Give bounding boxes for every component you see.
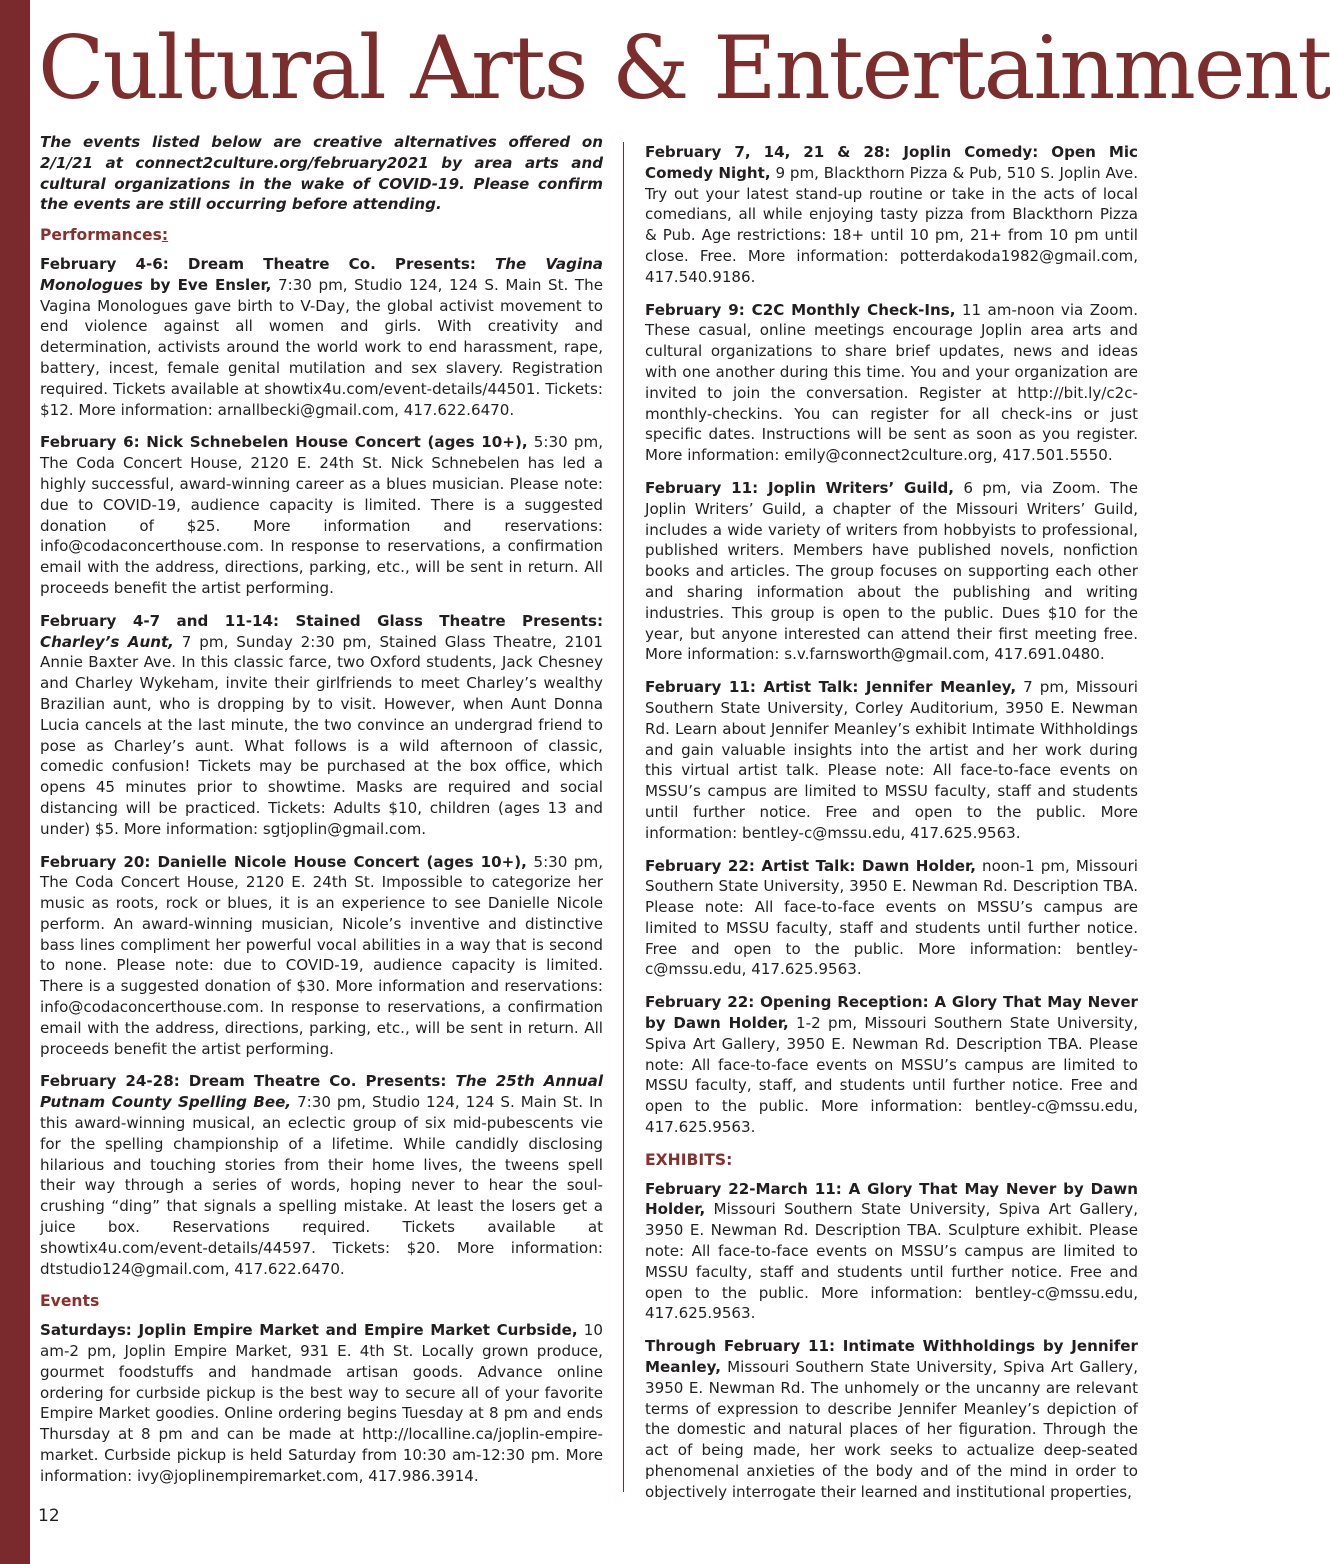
section-heading-exhibits: EXHIBITS:	[645, 1150, 733, 1169]
entry-title: February 24-28: Dream Theatre Co. Presents:	[40, 1072, 456, 1091]
event-entry	[645, 992, 1138, 1138]
entry-title: February 22: Artist Talk: Dawn Holder,	[645, 856, 976, 875]
column-divider	[623, 142, 624, 1492]
entry-body: 7:30 pm, Studio 124, 124 S. Main St. The Vagina Monologues gave birth to V-Day, the global activist movement to end violence against all women and girls. With creativity and determination, activists around the world work to end harassment, rape, battery, incest, female genital mutilation and sex slavery. Registration required. Tickets available at showtix4u.com/event-details/44501. Tickets: $12. More information: arnallbecki@gmail.com, 417.622.6470.	[40, 275, 603, 419]
entry-body: 7:30 pm, Studio 124, 124 S. Main St. In this award-winning musical, an eclectic group of six mid-pubescents vie for the spelling championship of a lifetime. While candidly disclosing hilarious and touching stories from their home lives, the tweens spell their way through a series of words, hoping never to hear the soul-crushing “ding” that signals a spelling mistake. At least the losers get a juice box. Reservations required. Tickets available at showtix4u.com/event-details/44597. Tickets: $20. More information: dtstudio124@gmail.com, 417.622.6470.	[40, 1093, 603, 1278]
event-entry	[645, 856, 1138, 981]
entry-title: Saturdays: Joplin Empire Market and Empire Market Curbside,	[40, 1321, 578, 1340]
section-heading-performances	[40, 225, 603, 246]
entry-title: Through February 11: Intimate Withholdings by Jennifer Meanley,	[645, 1337, 1138, 1377]
event-entry	[645, 677, 1138, 843]
entry-title: February 11: Artist Talk: Jennifer Meanley,	[645, 678, 1017, 697]
entry-title: February 22: Opening Reception: A Glory That May Never by Dawn Holder,	[645, 993, 1138, 1033]
intro-text: The events listed below are creative alternatives offered on 2/1/21 at connect2culture.org/february2021 by area arts and cultural organizations in the wake of COVID-19. Please confirm the events are still occurring before attending.	[40, 133, 603, 214]
performance-entry	[40, 611, 603, 840]
entry-title: February 11: Joplin Writers’ Guild,	[645, 478, 955, 497]
page-title: Cultural Arts & Entertainment	[38, 17, 1330, 119]
performance-entry	[40, 432, 603, 598]
performance-entry	[40, 1071, 603, 1279]
entry-body: 10 am-2 pm, Joplin Empire Market, 931 E. 4th St. Locally grown produce, gourmet foodstuffs and handmade artisan goods. Advance online ordering for curbside pickup is the best way to secure all of your favorite Empire Market goodies. Online ordering begins Tuesday at 8 pm and ends Thursday at 8 pm and can be made at http://localline.ca/joplin-empire-market. Curbside pickup is held Saturday from 10:30 am-12:30 pm. More information: ivy@joplinempiremarket.com, 417.986.3914.	[40, 1321, 603, 1485]
entry-body: 1-2 pm, Missouri Southern State University, Spiva Art Gallery, 3950 E. Newman Rd. Description TBA. Please note: All face-to-face events on MSSU’s campus are limited to MSSU faculty, staff, and students until further notice. Free and open to the public. More information: bentley-c@mssu.edu, 417.625.9563.	[645, 1014, 1138, 1137]
event-entry	[40, 1320, 603, 1486]
entry-body: 7 pm, Missouri Southern State University, Corley Auditorium, 3950 E. Newman Rd. Learn about Jennifer Meanley’s exhibit Intimate Withholdings and gain valuable insights into the artist and her work during this virtual artist talk. Please note: All face-to-face events on MSSU’s campus are limited to MSSU faculty, staff and students until further notice. Free and open to the public. More information: bentley-c@mssu.edu, 417.625.9563.	[645, 678, 1138, 842]
entry-date: February 4-6	[40, 254, 163, 273]
entry-body: 9 pm, Blackthorn Pizza & Pub, 510 S. Joplin Ave. Try out your latest stand-up routine or take in the acts of local comedians, all while enjoying tasty pizza from Blackthorn Pizza & Pub. Age restrictions: 18+ until 10 pm, 21+ from 10 pm until close. Free. More information: potterdakoda1982@gmail.com, 417.540.9186.	[645, 163, 1138, 286]
section-label-suffix: :	[161, 226, 169, 245]
entry-body: 6 pm, via Zoom. The Joplin Writers’ Guild, a chapter of the Missouri Writers’ Guild, includes a wide variety of writers from hobbyists to professional, published writers. Members have published novels, nonfiction books and articles. The group focuses on supporting each other and sharing information about the publishing and writing industries. This group is open to the public. Dues $10 for the year, but anyone interested can attend their first meeting free. More information: s.v.farnsworth@gmail.com, 417.691.0480.	[645, 478, 1138, 664]
page-number: 12	[38, 1506, 60, 1526]
performance-entry	[40, 852, 603, 1060]
entry-title-italic: Charley’s Aunt,	[40, 632, 174, 651]
entry-title: February 4-7 and 11-14: Stained Glass Theatre Presents:	[40, 611, 603, 630]
exhibit-entry	[645, 1336, 1138, 1502]
entry-title: February 7, 14, 21 & 28: Joplin Comedy: Open Mic Comedy Night,	[645, 143, 1138, 182]
left-column	[40, 132, 603, 1499]
left-accent-bar	[0, 0, 30, 1564]
entry-body: Missouri Southern State University, Spiva Art Gallery, 3950 E. Newman Rd. The unhomely or the uncanny are relevant terms of expression to describe Jennifer Meanley’s depiction of the domestic and natural places of her figuration. Through the act of being made, her work seeks to actualize deep-seated phenomenal anxieties of the body and of the mind in order to objectively interrogate their learned and institutional properties,	[645, 1358, 1138, 1501]
event-entry	[645, 142, 1138, 288]
performance-entry	[40, 254, 603, 420]
section-label: Performances	[40, 226, 162, 245]
right-column	[645, 142, 1138, 1515]
entry-title: February 9: C2C Monthly Check-Ins,	[645, 300, 956, 319]
entry-title: February 22-March 11: A Glory That May Never by Dawn Holder,	[645, 1179, 1138, 1219]
entry-body: Missouri Southern State University, Spiva Art Gallery, 3950 E. Newman Rd. Description TBA. Sculpture exhibit. Please note: All face-to-face events on MSSU’s campus are limited to MSSU faculty, staff and students until further notice. Free and open to the public. More information: bentley-c@mssu.edu, 417.625.9563.	[645, 1200, 1138, 1323]
entry-body: noon-1 pm, Missouri Southern State University, 3950 E. Newman Rd. Description TBA. Please note: All face-to-face events on MSSU’s campus are limited to MSSU faculty, staff and students until further notice. Free and open to the public. More information: bentley-c@mssu.edu, 417.625.9563.	[645, 856, 1138, 979]
event-entry	[645, 300, 1138, 466]
entry-title-italic: The Vagina Monologues	[40, 254, 603, 294]
entry-title-italic: The 25th Annual Putnam County Spelling Bee,	[40, 1072, 603, 1112]
exhibit-entry	[645, 1179, 1138, 1325]
entry-author: by Eve Ensler,	[142, 275, 272, 294]
entry-body: 7 pm, Sunday 2:30 pm, Stained Glass Theatre, 2101 Annie Baxter Ave. In this classic farce, two Oxford students, Jack Chesney and Charley Wykeham, invite their girlfriends to meet Charley’s wealthy Brazilian aunt, who is dropping by to visit. However, when Aunt Donna Lucia cancels at the last minute, the two convince an undergrad friend to pose as Charley’s aunt. What follows is a wild afternoon of classic, comedic confusion! Tickets may be purchased at the box office, which opens 45 minutes prior to showtime. Masks are required and social distancing will be practiced. Tickets: Adults $10, children (ages 13 and under) $5. More information: sgtjoplin@gmail.com.	[40, 632, 604, 838]
entry-title: February 6: Nick Schnebelen House Concert (ages 10+),	[40, 433, 528, 452]
entry-title: February 20: Danielle Nicole House Concert (ages 10+),	[40, 852, 527, 871]
entry-title: : Dream Theatre Co. Presents:	[162, 254, 495, 273]
section-heading-events: Events	[40, 1292, 100, 1311]
entry-body: 5:30 pm, The Coda Concert House, 2120 E. 24th St. Impossible to categorize her music as roots, rock or blues, it is an experience to see Danielle Nicole perform. An award-winning musician, Nicole’s inventive and distinctive bass lines compliment her powerful vocal abilities in a way that is second to none. Please note: due to COVID-19, audience capacity is limited. There is a suggested donation of $30. More information and reservations: info@codaconcerthouse.com. In response to reservations, a confirmation email with the address, directions, parking, etc., will be sent in return. All proceeds benefit the artist performing.	[40, 852, 603, 1058]
entry-body: 11 am-noon via Zoom. These casual, online meetings encourage Joplin area arts and cultural organizations to share brief updates, news and ideas with one another during this time. You and your organization are invited to join the conversation. Register at http://bit.ly/c2c-monthly-checkins. You can register for all check-ins or just specific dates. Instructions will be sent as soon as you register. More information: emily@connect2culture.org, 417.501.5550.	[645, 300, 1138, 465]
event-entry	[645, 478, 1138, 665]
entry-body: 5:30 pm, The Coda Concert House, 2120 E. 24th St. Nick Schnebelen has led a highly successful, award-winning career as a blues musician. Please note: due to COVID-19, audience capacity is limited. There is a suggested donation of $25. More information and reservations: info@codaconcerthouse.com. In response to reservations, a confirmation email with the address, directions, parking, etc., will be sent in return. All proceeds benefit the artist performing.	[40, 433, 603, 597]
